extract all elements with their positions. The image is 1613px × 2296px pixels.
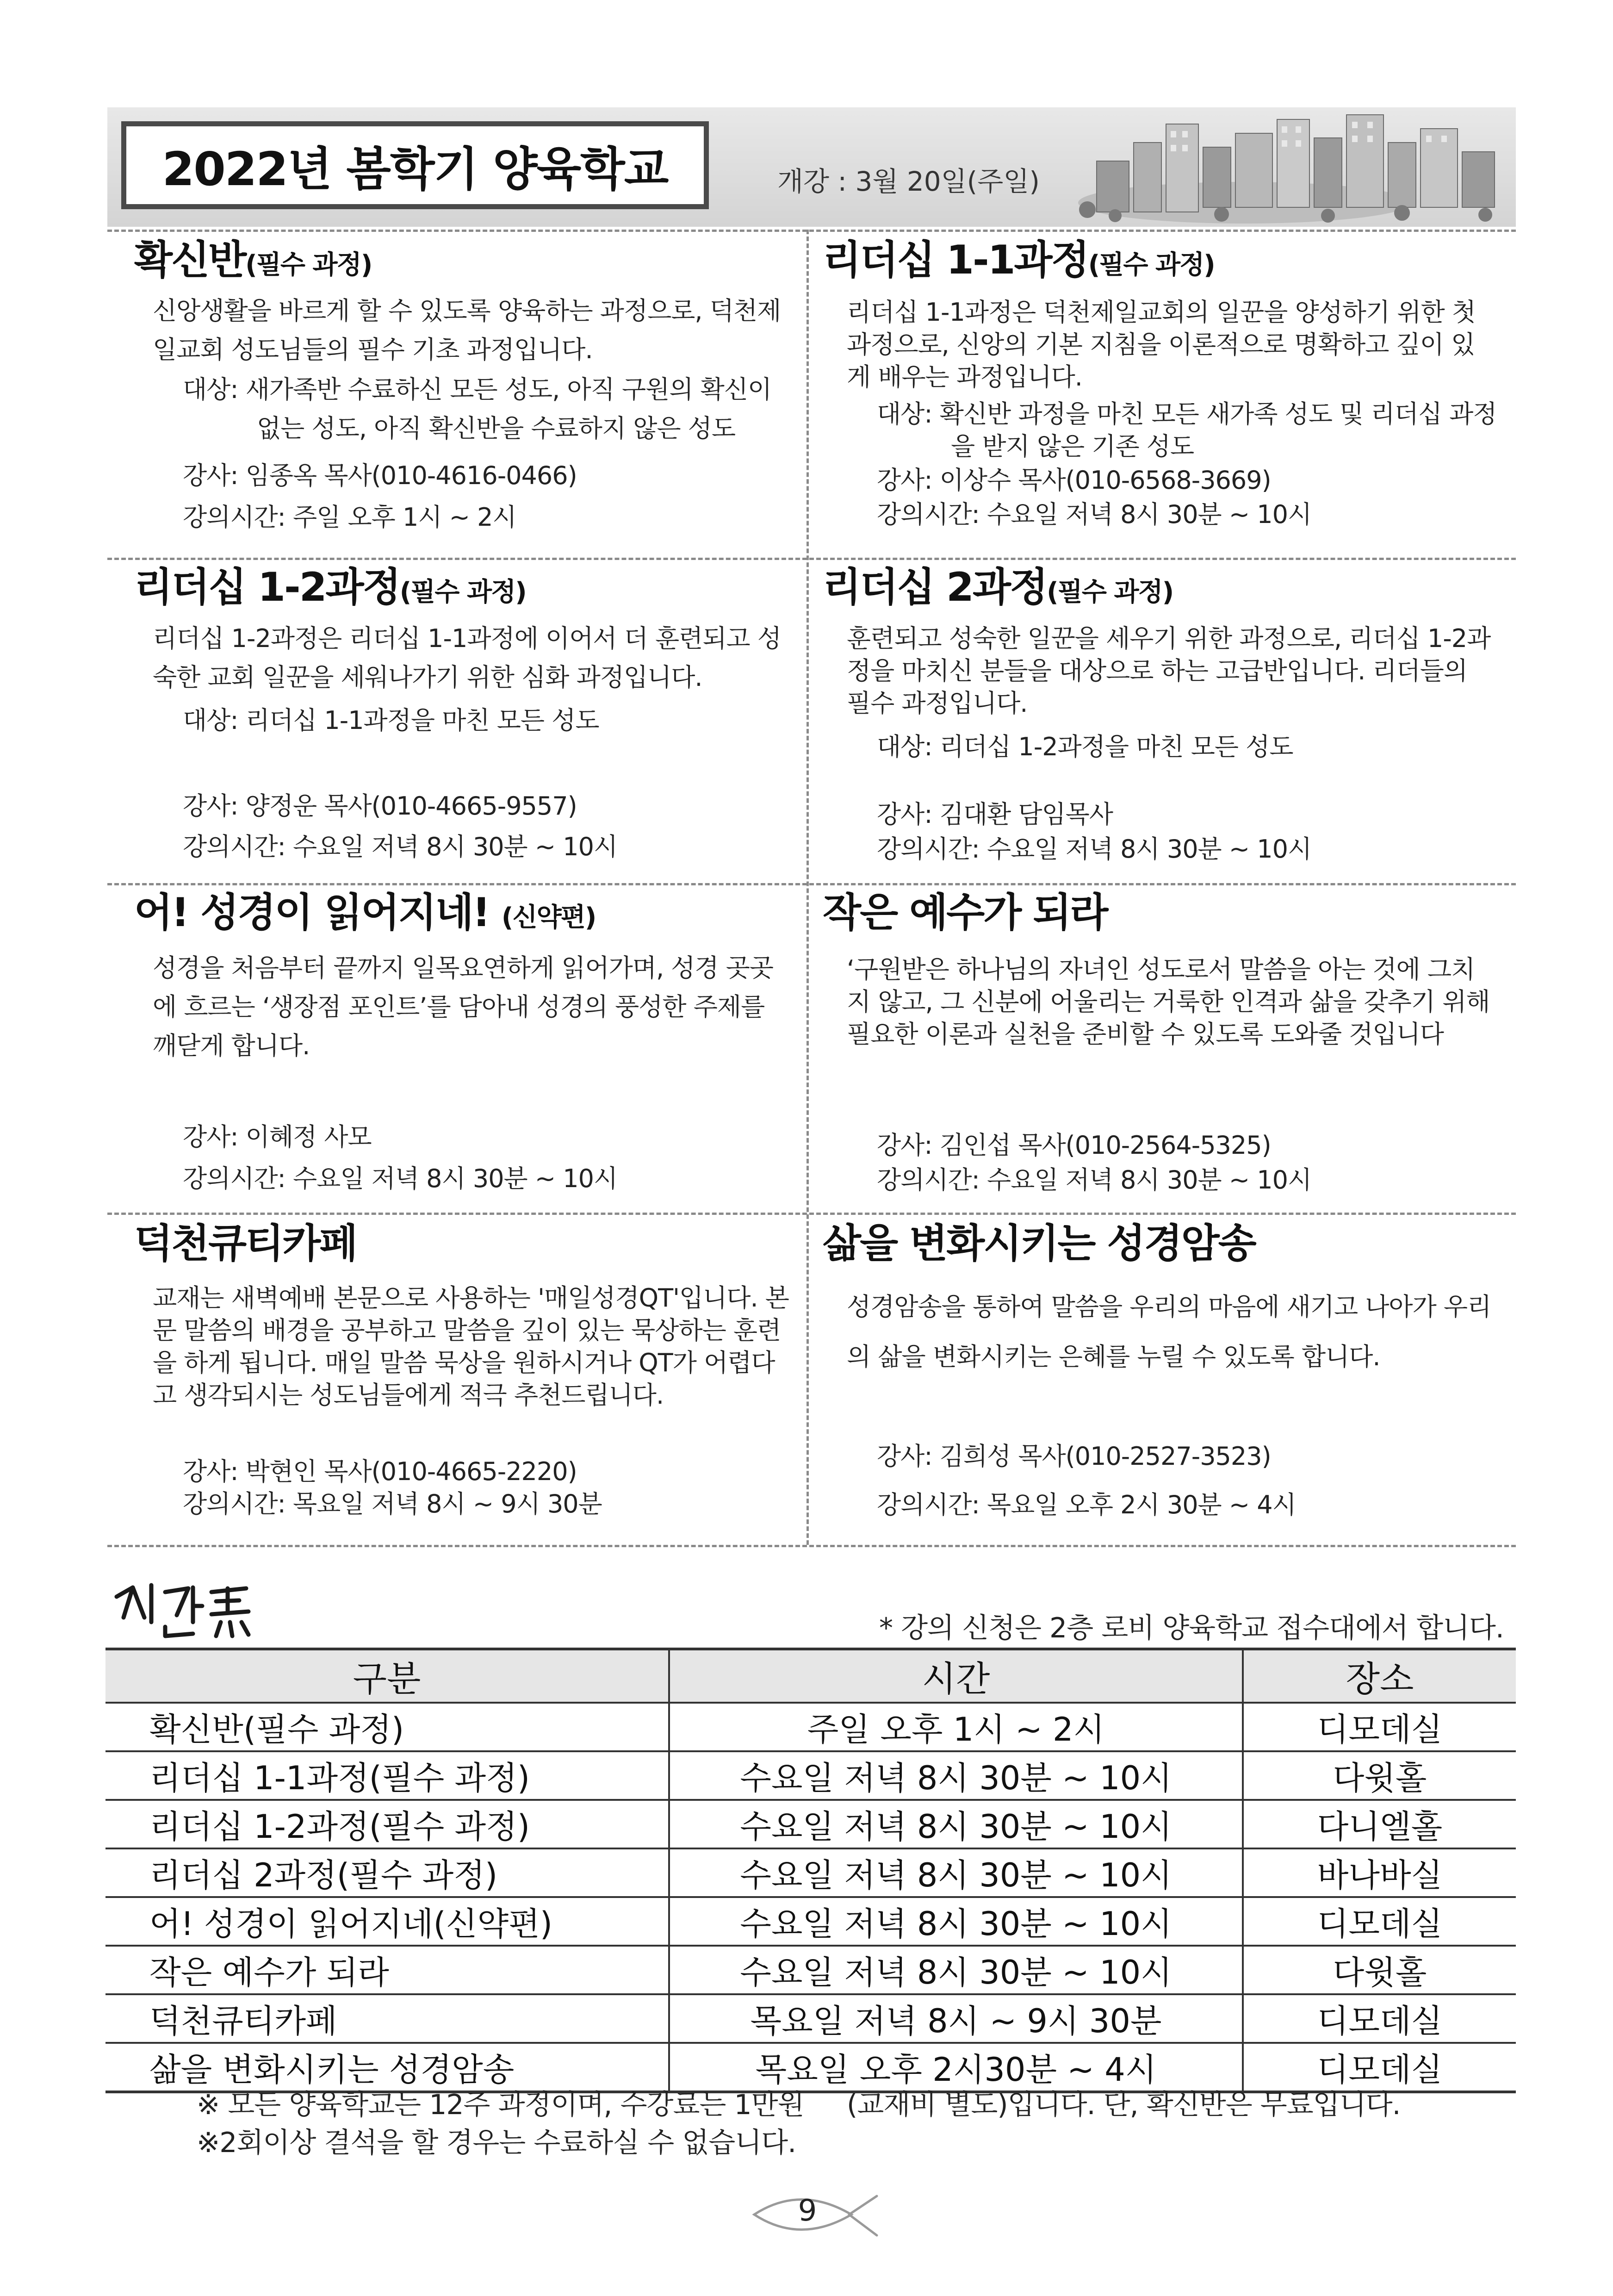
time-cell: 목요일 오후 2시30분 ~ 4시 <box>669 2043 1243 2092</box>
page-number: 9 <box>798 2194 817 2228</box>
divider-line <box>107 558 1516 560</box>
course-title: 리더십 1-2과정(필수 과정) <box>134 564 526 610</box>
table-row <box>105 1800 1516 1848</box>
course-instructor: 강사: 이상수 목사(010-6568-3669) <box>877 466 1271 495</box>
table-row <box>105 1897 1516 1946</box>
room-cell: 디모데실 <box>1243 1703 1516 1751</box>
course-name-cell: 삶을 변화시키는 성경암송 <box>105 2043 669 2092</box>
room-cell: 디모데실 <box>1243 1994 1516 2043</box>
course-description: ‘구원받은 하나님의 자녀인 성도로서 말씀을 아는 것에 그치지 않고, 그 신분에 어울리는 거룩한 인격과 삶을 갖추기 위해 필요한 이론과 실천을 준비할 수 있도록 도와줄 것입니다 <box>847 955 1490 1049</box>
course-schedule: 강의시간: 수요일 저녁 8시 30분 ~ 10시 <box>877 500 1312 529</box>
course-name-cell: 리더십 1-1과정(필수 과정) <box>105 1751 669 1800</box>
timetable <box>105 1648 1516 2093</box>
course-description: 신앙생활을 바르게 할 수 있도록 양육하는 과정으로, 덕천제일교회 성도님들의 필수 기초 과정입니다. <box>153 296 781 364</box>
course-name-cell: 어! 성경이 읽어지네(신약편) <box>105 1897 669 1946</box>
course-card <box>823 566 1173 610</box>
course-description: 성경암송을 통하여 말씀을 우리의 마음에 새기고 나아가 우리의 삶을 변화시키는 은혜를 누릴 수 있도록 합니다. <box>847 1292 1491 1371</box>
timetable-heading-icon <box>107 1578 260 1643</box>
course-name-cell: 리더십 2과정(필수 과정) <box>105 1848 669 1897</box>
course-description: 리더십 1-2과정은 리더십 1-1과정에 이어서 더 훈련되고 성숙한 교회 일꾼을 세워나가기 위한 심화 과정입니다. <box>153 624 781 692</box>
room-cell: 디모데실 <box>1243 2043 1516 2092</box>
course-target: 대상: 리더십 1-1과정을 마친 모든 성도 <box>183 706 599 735</box>
course-card <box>823 238 1215 282</box>
course-schedule: 강의시간: 주일 오후 1시 ~ 2시 <box>183 503 516 532</box>
time-cell: 수요일 저녁 8시 30분 ~ 10시 <box>669 1800 1243 1848</box>
course-name-cell: 덕천큐티카페 <box>105 1994 669 2043</box>
room-cell: 다윗홀 <box>1243 1946 1516 1994</box>
room-cell: 바나바실 <box>1243 1848 1516 1897</box>
course-description: 훈련되고 성숙한 일꾼을 세우기 위한 과정으로, 리더십 1-2과정을 마치신 분들을 대상으로 하는 고급반입니다. 리더들의 필수 과정입니다. <box>847 624 1491 718</box>
course-schedule: 강의시간: 수요일 저녁 8시 30분 ~ 10시 <box>183 1164 618 1193</box>
course-schedule: 강의시간: 수요일 저녁 8시 30분 ~ 10시 <box>877 834 1312 864</box>
course-instructor: 강사: 김인섭 목사(010-2564-5325) <box>877 1131 1271 1160</box>
page-title: 2022년 봄학기 양육학교 <box>162 142 668 196</box>
course-card <box>134 1222 356 1266</box>
course-instructor: 강사: 김대환 담임목사 <box>877 800 1113 829</box>
table-row <box>105 1994 1516 2043</box>
time-cell: 주일 오후 1시 ~ 2시 <box>669 1703 1243 1751</box>
divider-line <box>107 1213 1516 1215</box>
column-header: 시간 <box>669 1649 1243 1703</box>
table-row <box>105 1703 1516 1751</box>
course-instructor: 강사: 양정운 목사(010-4665-9557) <box>183 791 577 821</box>
course-card <box>823 1222 1255 1266</box>
column-header: 구분 <box>105 1649 669 1703</box>
course-title: 리더십 2과정(필수 과정) <box>823 564 1173 610</box>
course-title: 확신반(필수 과정) <box>134 237 372 283</box>
course-title: 작은 예수가 되라 <box>823 890 1107 936</box>
table-row <box>105 1751 1516 1800</box>
room-cell: 다윗홀 <box>1243 1751 1516 1800</box>
table-row <box>105 1848 1516 1897</box>
course-schedule: 강의시간: 수요일 저녁 8시 30분 ~ 10시 <box>877 1165 1312 1195</box>
course-instructor: 강사: 김희성 목사(010-2527-3523) <box>877 1442 1271 1471</box>
course-instructor: 강사: 이혜정 사모 <box>183 1122 372 1151</box>
course-instructor: 강사: 박현인 목사(010-4665-2220) <box>183 1457 577 1486</box>
room-cell: 디모데실 <box>1243 1897 1516 1946</box>
table-row <box>105 1946 1516 1994</box>
opening-date: 개강 : 3월 20일(주일) <box>777 166 1040 197</box>
time-cell: 수요일 저녁 8시 30분 ~ 10시 <box>669 1848 1243 1897</box>
course-target: 대상: 리더십 1-2과정을 마친 모든 성도 <box>877 732 1293 761</box>
course-schedule: 강의시간: 목요일 오후 2시 30분 ~ 4시 <box>877 1490 1296 1519</box>
divider-line <box>107 1545 1516 1547</box>
course-name-cell: 작은 예수가 되라 <box>105 1946 669 1994</box>
city-illustration <box>1069 110 1513 226</box>
course-card <box>134 566 526 610</box>
room-cell: 다니엘홀 <box>1243 1800 1516 1848</box>
fee-note-continued: (교재비 별도)입니다. 단, 확신반은 무료입니다. <box>847 2089 1401 2121</box>
divider-line <box>107 883 1516 885</box>
course-target: 대상: 확신반 과정을 마친 모든 새가족 성도 및 리더십 과정을 받지 않은 기존 성도 <box>877 399 1497 461</box>
course-description: 리더십 1-1과정은 덕천제일교회의 일꾼을 양성하기 위한 첫 과정으로, 신앙의 기본 지침을 이론적으로 명확하고 깊이 있게 배우는 과정입니다. <box>847 298 1476 392</box>
time-cell: 목요일 저녁 8시 ~ 9시 30분 <box>669 1994 1243 2043</box>
course-card <box>823 891 1107 935</box>
time-cell: 수요일 저녁 8시 30분 ~ 10시 <box>669 1897 1243 1946</box>
course-name-cell: 리더십 1-2과정(필수 과정) <box>105 1800 669 1848</box>
course-schedule: 강의시간: 수요일 저녁 8시 30분 ~ 10시 <box>183 832 618 861</box>
course-target: 대상: 새가족반 수료하신 모든 성도, 아직 구원의 확신이 없는 성도, 아직 확신반을 수료하지 않은 성도 <box>183 375 772 443</box>
course-card <box>134 891 596 935</box>
column-divider <box>806 230 809 1545</box>
course-title: 리더십 1-1과정(필수 과정) <box>823 237 1215 283</box>
attendance-note: ※2회이상 결석을 할 경우는 수료하실 수 없습니다. <box>197 2127 796 2159</box>
course-title: 삶을 변화시키는 성경암송 <box>823 1220 1255 1267</box>
time-cell: 수요일 저녁 8시 30분 ~ 10시 <box>669 1751 1243 1800</box>
course-instructor: 강사: 임종옥 목사(010-4616-0466) <box>183 461 577 490</box>
divider-line <box>107 230 1516 232</box>
course-name-cell: 확신반(필수 과정) <box>105 1703 669 1751</box>
table-header-row <box>105 1649 1516 1703</box>
signup-note: * 강의 신청은 2층 로비 양육학교 접수대에서 합니다. <box>879 1612 1504 1644</box>
course-schedule: 강의시간: 목요일 저녁 8시 ~ 9시 30분 <box>183 1489 602 1518</box>
course-description: 교재는 새벽예배 본문으로 사용하는 '매일성경QT'입니다. 본문 말씀의 배경을 공부하고 말씀을 깊이 있는 묵상하는 훈련을 하게 됩니다. 매일 말씀 묵상을 원하시거나 QT가 어렵다고 생각되시는 성도님들에게 적극 추천드립니다. <box>153 1283 789 1410</box>
course-description: 성경을 처음부터 끝까지 일목요연하게 읽어가며, 성경 곳곳에 흐르는 ‘생장점 포인트’를 담아내 성경의 풍성한 주제를 깨닫게 합니다. <box>153 953 774 1060</box>
course-title: 어! 성경이 읽어지네! (신약편) <box>134 890 596 936</box>
time-cell: 수요일 저녁 8시 30분 ~ 10시 <box>669 1946 1243 1994</box>
fee-note: ※ 모든 양육학교는 12주 과정이며, 수강료는 1만원 <box>197 2089 804 2121</box>
course-title: 덕천큐티카페 <box>134 1220 357 1267</box>
column-header: 장소 <box>1243 1649 1516 1703</box>
course-card <box>134 238 372 282</box>
